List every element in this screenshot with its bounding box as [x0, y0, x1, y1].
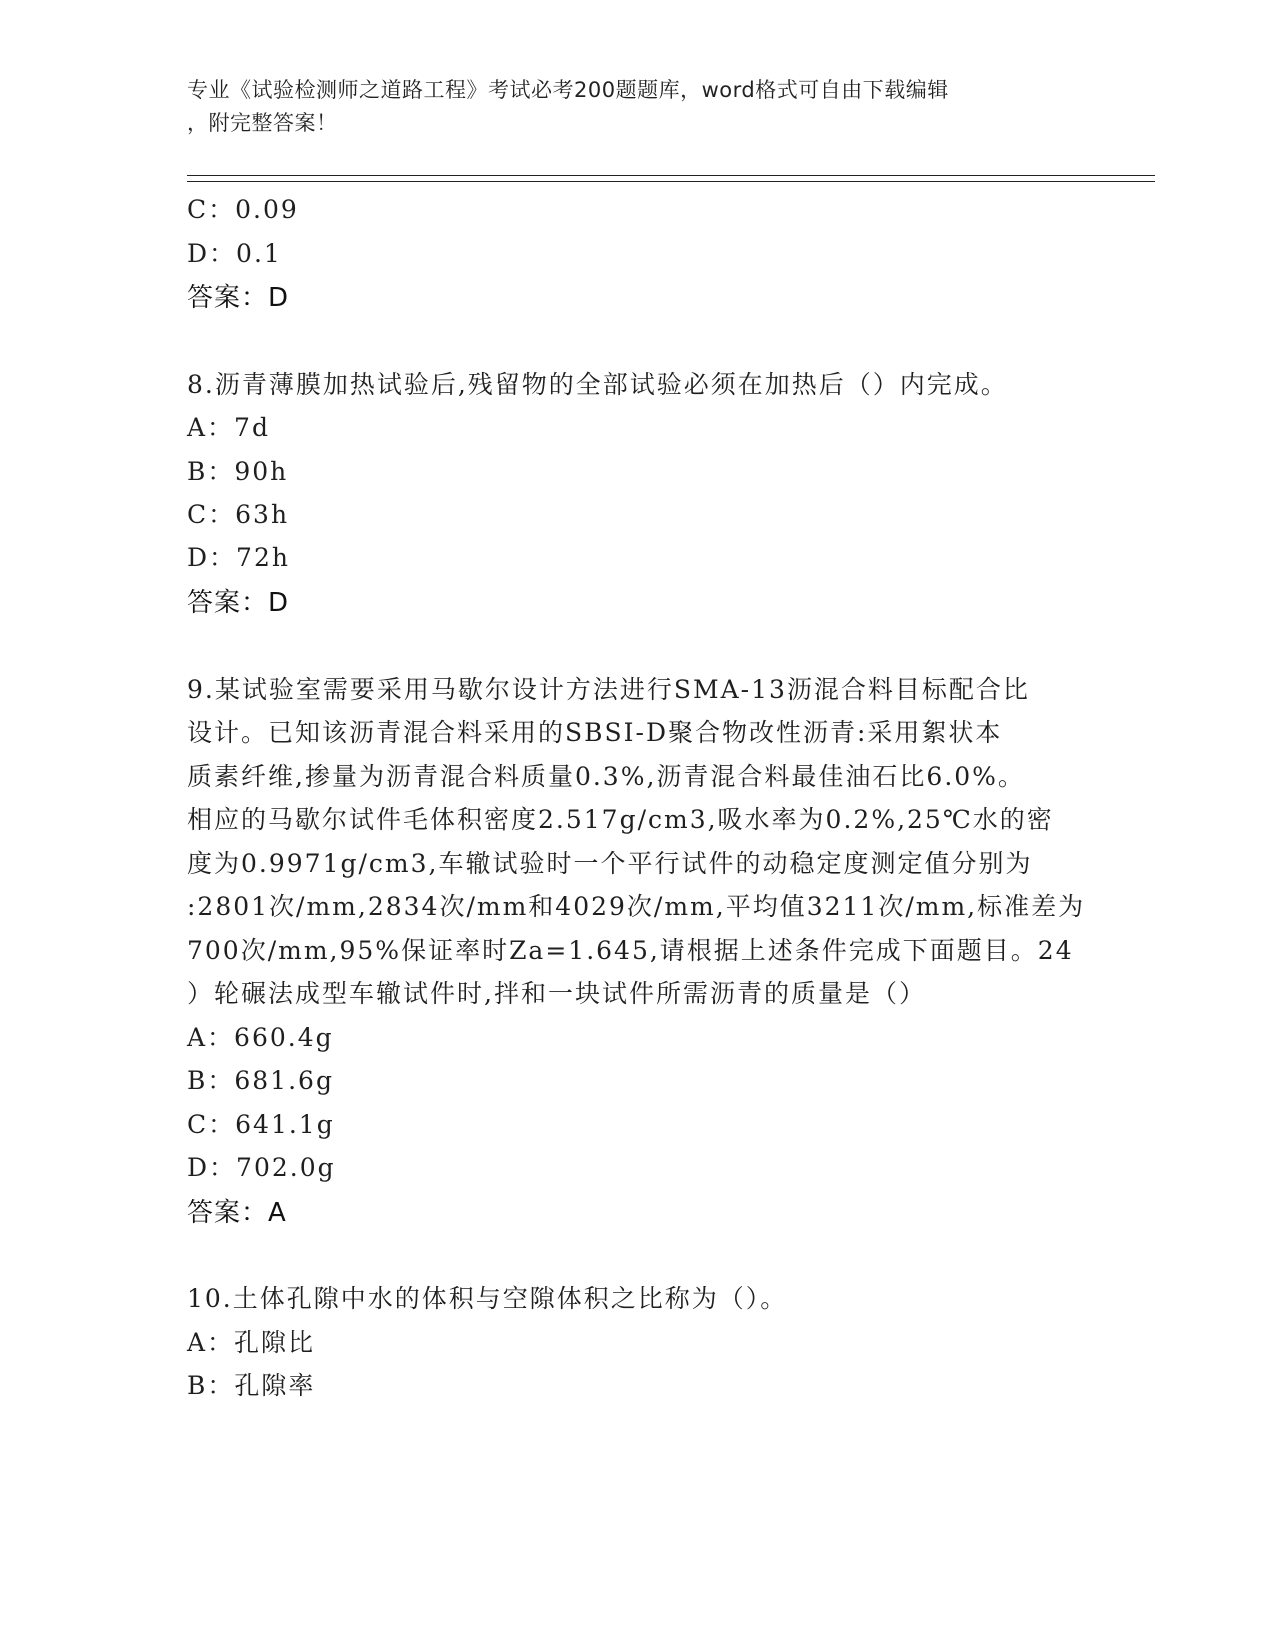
q8-option-d: D：72h — [187, 543, 290, 572]
header-title-line-1: 专业《试验检测师之道路工程》考试必考200题题库，word格式可自由下载编辑 — [187, 78, 949, 102]
q9-option-c: C：641.1g — [187, 1110, 335, 1139]
q8-option-a: A：7d — [187, 413, 270, 442]
q10-option-b: B：孔隙率 — [187, 1371, 316, 1400]
q7-answer: 答案：D — [187, 283, 290, 313]
header-divider-top — [187, 175, 1155, 176]
q9-stem-line: 700次/mm,95%保证率时Za=1.645,请根据上述条件完成下面题目。24 — [187, 936, 1074, 965]
q8-stem: 8.沥青薄膜加热试验后,残留物的全部试验必须在加热后（）内完成。 — [187, 370, 1008, 399]
q9-stem-line: 质素纤维,掺量为沥青混合料质量0.3%,沥青混合料最佳油石比6.0%。 — [187, 762, 1025, 791]
q9-answer: 答案：A — [187, 1198, 287, 1228]
q9-stem-line: 设计。已知该沥青混合料采用的SBSI-D聚合物改性沥青:采用絮状本 — [187, 718, 1003, 747]
q9-stem-line: 9.某试验室需要采用马歇尔设计方法进行SMA-13沥混合料目标配合比 — [187, 675, 1030, 704]
q9-option-a: A：660.4g — [187, 1023, 334, 1052]
q9-stem-line: :2801次/mm,2834次/mm和4029次/mm,平均值3211次/mm,标准差为 — [187, 892, 1086, 921]
q10-option-a: A：孔隙比 — [187, 1328, 316, 1357]
q9-stem-line: ）轮碾法成型车辙试件时,拌和一块试件所需沥青的质量是（） — [187, 979, 926, 1008]
q7-option-c: C：0.09 — [187, 195, 299, 224]
q8-option-c: C：63h — [187, 500, 290, 529]
q8-option-b: B：90h — [187, 457, 289, 486]
header-divider-bottom — [187, 181, 1155, 182]
q8-answer: 答案：D — [187, 588, 290, 618]
q7-option-d: D：0.1 — [187, 239, 282, 268]
q9-option-d: D：702.0g — [187, 1153, 336, 1182]
document-header — [187, 74, 1067, 140]
header-title-line-2: ，附完整答案！ — [187, 111, 338, 135]
q9-option-b: B：681.6g — [187, 1066, 334, 1095]
q9-stem-line: 度为0.9971g/cm3,车辙试验时一个平行试件的动稳定度测定值分别为 — [187, 849, 1033, 878]
q9-stem-line: 相应的马歇尔试件毛体积密度2.517g/cm3,吸水率为0.2%,25℃水的密 — [187, 805, 1054, 834]
q10-stem: 10.土体孔隙中水的体积与空隙体积之比称为（）。 — [187, 1284, 788, 1313]
